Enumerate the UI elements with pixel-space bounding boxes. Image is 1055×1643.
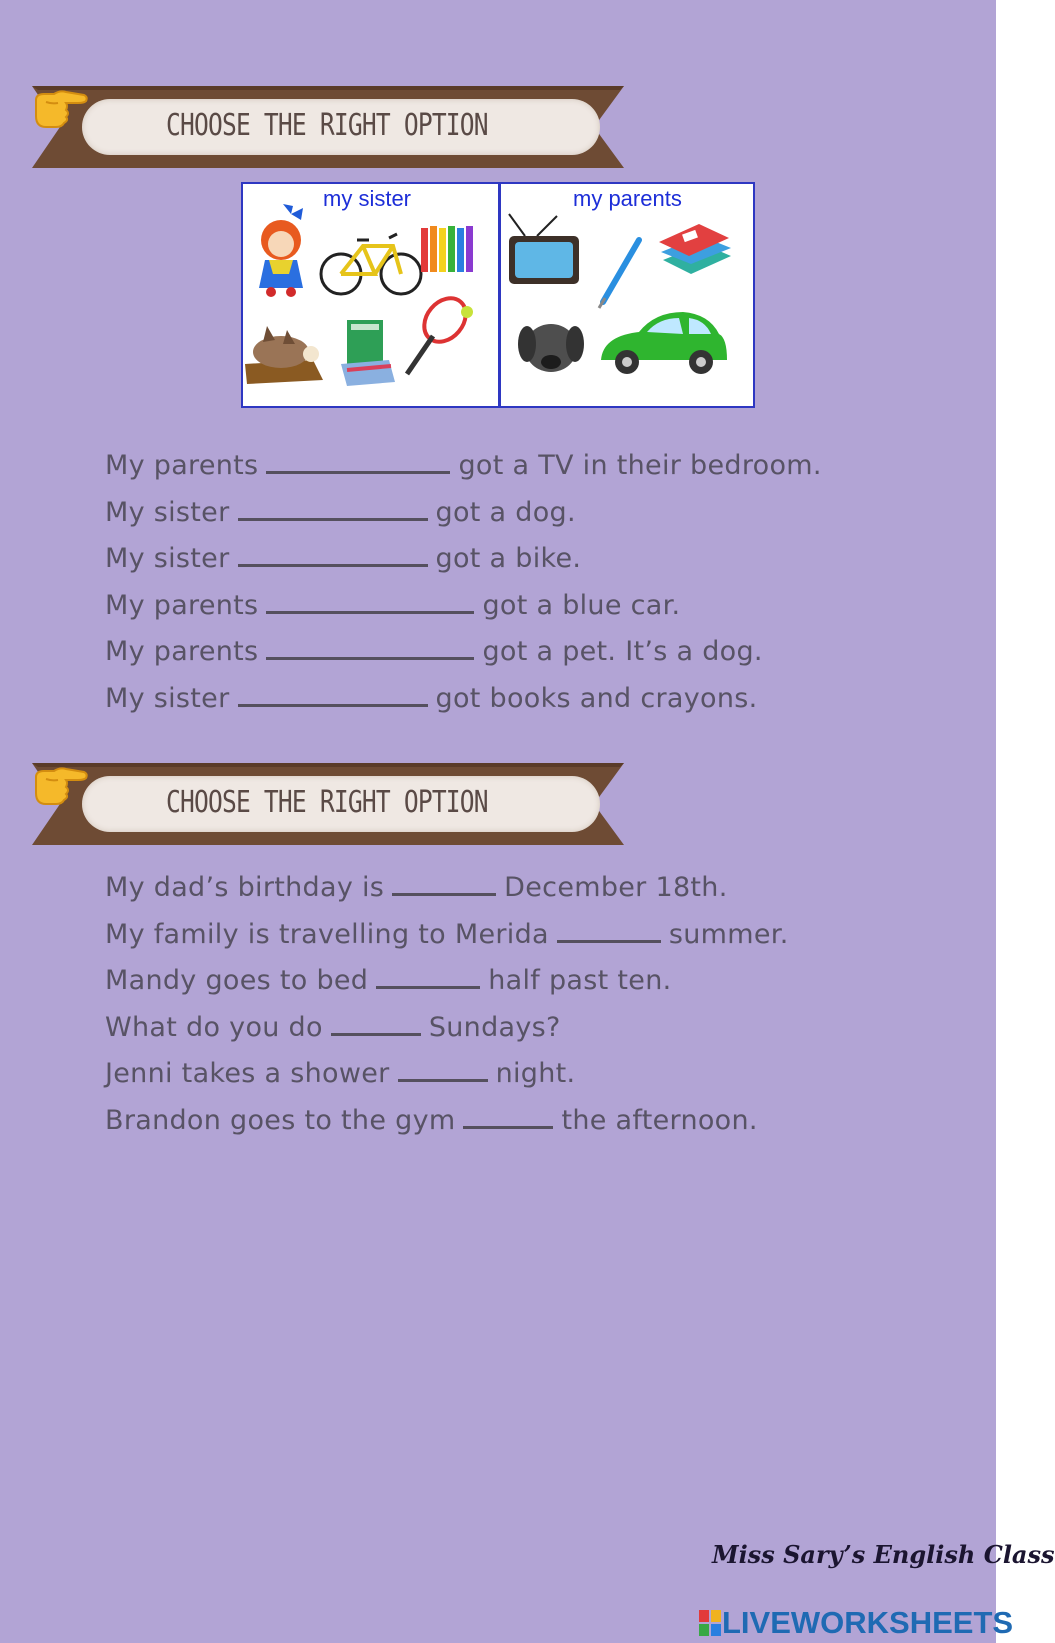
sentence-start: What do you do [105, 1011, 323, 1043]
section1-title: CHOOSE THE RIGHT OPTION [166, 108, 488, 143]
sentence-end: got a pet. It’s a dog. [482, 636, 763, 667]
crayons-icon [421, 226, 473, 272]
sentence-end: half past ten. [488, 965, 672, 996]
sentence-end: got a TV in their bedroom. [458, 450, 822, 481]
sentence-start: My sister [105, 543, 230, 574]
sentence-row [105, 629, 822, 676]
sentence-row [105, 443, 822, 490]
sentence-row [105, 912, 789, 959]
sentence-end: December 18th. [504, 872, 728, 903]
books-icon [341, 320, 395, 386]
bike-icon [321, 234, 421, 294]
sentence-start: My dad’s birthday is [105, 872, 385, 903]
pointing-hand-icon [32, 763, 88, 807]
doll-icon [259, 204, 303, 297]
page-edge [996, 0, 1000, 1643]
car-icon [601, 312, 727, 374]
sentence-start: Brandon goes to the gym [105, 1104, 456, 1136]
sentence-end: the afternoon. [561, 1104, 758, 1136]
answer-blank[interactable] [331, 1015, 421, 1036]
section1-banner [32, 86, 652, 168]
sentence-start: My sister [105, 682, 230, 714]
tv-icon [509, 214, 579, 284]
caption-my-sister: my sister [323, 186, 411, 211]
picture-illustrations [243, 184, 753, 406]
author-signature: Miss Sary’s English Class [712, 1540, 1055, 1569]
sentence-end: got books and crayons. [435, 682, 758, 714]
answer-blank[interactable] [266, 453, 450, 474]
answer-blank[interactable] [398, 1061, 488, 1082]
sentence-row [105, 1051, 789, 1098]
cat-icon [245, 326, 323, 384]
sentence-row [105, 536, 822, 583]
sentence-end: got a bike. [435, 543, 582, 574]
sentence-end: summer. [668, 918, 789, 950]
dog-icon [518, 324, 584, 372]
sentence-end: Sundays? [428, 1011, 561, 1043]
answer-blank[interactable] [376, 968, 480, 989]
sentence-start: Mandy goes to bed [105, 965, 369, 996]
sentence-start: My sister [105, 496, 230, 528]
answer-blank[interactable] [238, 500, 428, 521]
answer-blank[interactable] [266, 593, 474, 614]
sentence-row [105, 583, 822, 630]
section2-sentences [105, 865, 789, 1144]
answer-blank[interactable] [392, 875, 496, 896]
family-items-picture [241, 182, 755, 408]
answer-blank[interactable] [238, 546, 428, 567]
section2-title: CHOOSE THE RIGHT OPTION [166, 785, 488, 820]
liveworksheets-wordmark: LIVEWORKSHEETS [722, 1605, 1014, 1640]
sentence-row [105, 958, 789, 1005]
sentence-start: Jenni takes a shower [105, 1058, 390, 1089]
pointing-hand-icon [32, 86, 88, 130]
sentence-row [105, 1098, 789, 1145]
answer-blank[interactable] [238, 686, 428, 707]
sentence-start: My parents [105, 589, 259, 621]
sentence-row [105, 1005, 789, 1052]
sentence-row [105, 490, 822, 537]
sentence-start: My parents [105, 636, 259, 667]
sentence-row [105, 865, 789, 912]
sentence-end: night. [495, 1058, 576, 1089]
answer-blank[interactable] [266, 639, 474, 660]
liveworksheets-badge-icon [698, 1609, 722, 1637]
sentence-start: My family is travelling to Merida [105, 918, 549, 950]
sentence-start: My parents [105, 450, 259, 481]
liveworksheets-logo[interactable] [698, 1605, 1014, 1643]
section1-sentences [105, 443, 822, 722]
sentence-end: got a blue car. [482, 589, 681, 621]
sentence-row [105, 676, 822, 723]
books-stack-icon [659, 224, 731, 274]
sentence-end: got a dog. [435, 496, 576, 528]
tennis-racket-icon [407, 290, 474, 374]
answer-blank[interactable] [463, 1108, 553, 1129]
caption-my-parents: my parents [573, 186, 682, 211]
section2-banner [32, 763, 652, 845]
pen-icon [599, 240, 639, 308]
answer-blank[interactable] [557, 922, 661, 943]
